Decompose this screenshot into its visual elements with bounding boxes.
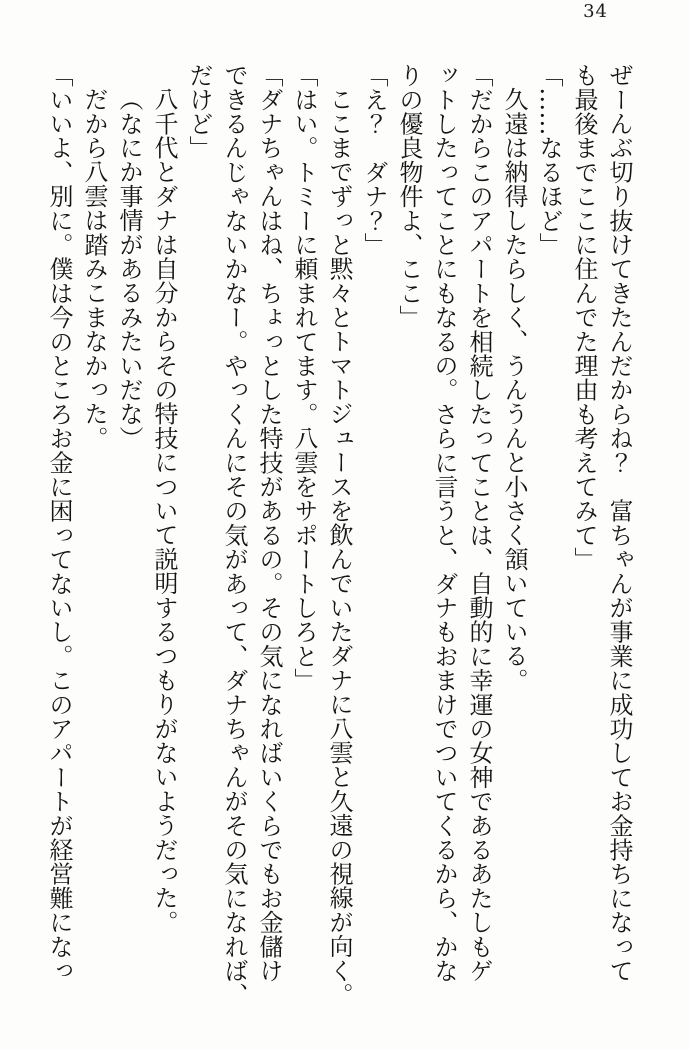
- text-line: 「ダナちゃんはね、ちょっとした特技があるの。その気になればいくらでもお金儲け: [255, 63, 283, 983]
- text-line: だけど」: [185, 63, 213, 160]
- text-line: 「はい。トミーに頼まれてます。八雲をサポートしろと」: [290, 63, 318, 693]
- text-line: 「え？ ダナ？」: [360, 63, 388, 257]
- text-line: も最後までここに住んでた理由も考えてみて」: [570, 63, 598, 572]
- text-line: ここまでずっと黙々とトマトジュースを飲んでいたダナに八雲と久遠の視線が向く。: [325, 87, 353, 1007]
- text-line: 「……なるほど」: [535, 63, 563, 257]
- text-line: ットしたってことにもなるの。さらに言うと、ダナもおまけでついてくるから、かな: [430, 63, 458, 983]
- text-line: できるんじゃないかなー。やっくんにその気があって、ダナちゃんがその気になれば、: [220, 63, 248, 1007]
- text-line: 「だからこのアパートを相続したってことは、自動的に幸運の女神であるあたしもゲ: [465, 63, 493, 983]
- text-line: ぜーんぶ切り抜けてきたんだからね？ 富ちゃんが事業に成功してお金持ちになって: [605, 63, 633, 983]
- text-line: 久遠は納得したらしく、うんうんと小さく頷いている。: [500, 87, 528, 692]
- text-line: 「いいよ、別に。僕は今のところお金に困ってないし。このアパートが経営難になっ: [45, 63, 73, 983]
- text-line: だから八雲は踏みこまなかった。: [80, 87, 108, 450]
- text-line: 八千代とダナは自分からその特技について説明するつもりがないようだった。: [150, 87, 178, 934]
- page-number: 34: [583, 1, 608, 22]
- text-line: （なにか事情があるみたいだな）: [115, 87, 143, 450]
- text-area: [36, 63, 636, 1022]
- text-line: りの優良物件よ、ここ」: [395, 63, 423, 330]
